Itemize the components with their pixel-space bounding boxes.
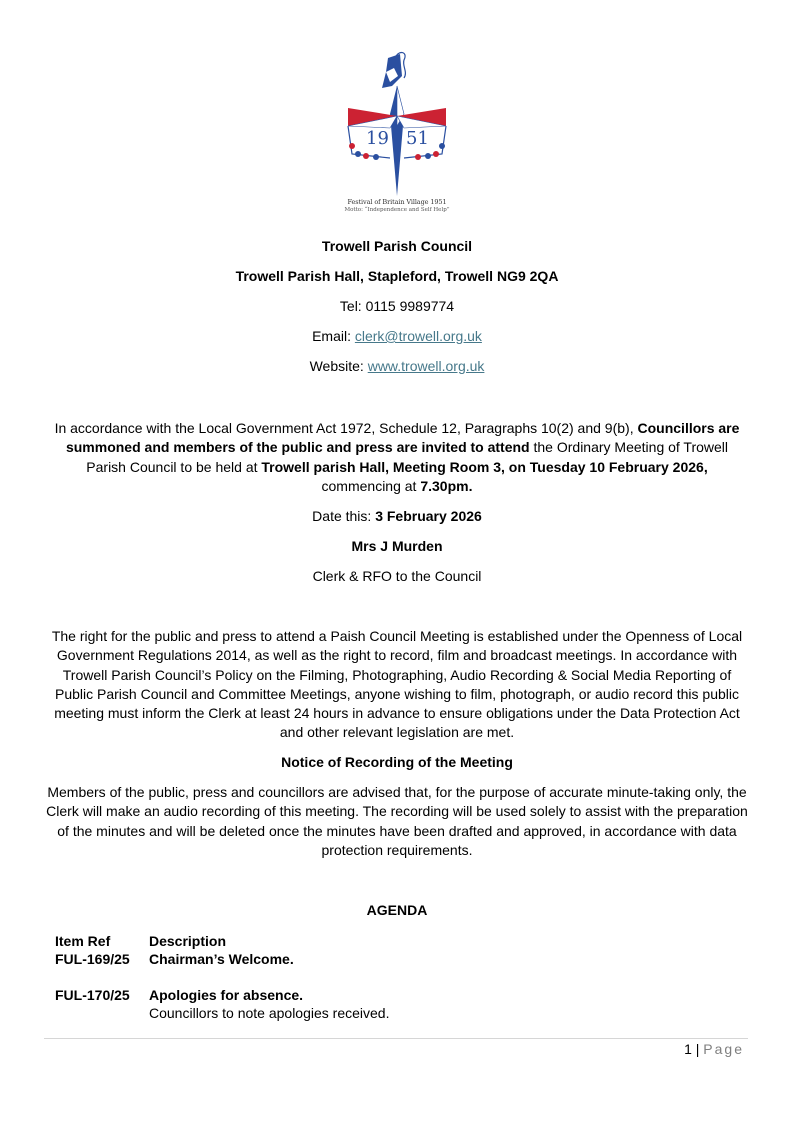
agenda-col-ref: Item Ref	[55, 933, 111, 949]
recording-notice-title: Notice of Recording of the Meeting	[281, 754, 513, 770]
agenda-item-ref: FUL-170/25	[55, 987, 130, 1003]
logo-year-right: 51	[406, 128, 429, 149]
council-name: Trowell Parish Council	[321, 238, 473, 254]
date-value: 3 February 2026	[375, 508, 482, 524]
summons-bold-time: 7.30pm.	[420, 477, 473, 494]
summons-intro: In accordance with the Local Government Act 1972, Schedule 12, Paragraphs 10(2) and 9(b),	[54, 420, 638, 436]
summons-mid: the Ordinary Meeting of Trowell Parish Council to be held at	[86, 439, 729, 475]
signatory-name: Mrs J Murden	[351, 538, 443, 554]
agenda-item-note: Councillors to note apologies received.	[149, 1005, 390, 1021]
page-label: Page	[703, 1041, 744, 1057]
agenda-item-ref: FUL-169/25	[55, 951, 130, 967]
openness-paragraph: The right for the public and press to attend a Paish Council Meeting is established under the Openness of Local Government Regulations 2014, as well as the right to record, film and broadcast meetings. In accordance with Trowell Parish Council’s Policy on the Filming, Photographing, Audio Recording & Social Media Reporting of Public Parish Council and Committee Meetings, anyone wishing to film, photograph, or audio record this public meeting must inform the Clerk at least 24 hours in advance to ensure obligations under the Data Protection Act and other relevant legislation are met.	[51, 628, 743, 741]
summons-mid2: commencing at	[321, 477, 421, 494]
tel-number: 0115 9989774	[365, 298, 455, 314]
logo-motto: Motto: “Independence and Self Help”	[344, 207, 450, 213]
agenda-col-description: Description	[149, 933, 227, 949]
date-line	[40, 507, 754, 526]
summons-bold-venue: Trowell parish Hall, Meeting Room 3, on Tuesday 10 February 2026,	[261, 458, 708, 475]
page-separator: |	[691, 1041, 704, 1057]
website-link[interactable]: www.trowell.org.uk	[367, 358, 485, 374]
signatory-role: Clerk & RFO to the Council	[312, 568, 482, 584]
council-address: Trowell Parish Hall, Stapleford, Trowell NG9 2QA	[235, 268, 559, 284]
telephone-line	[40, 297, 754, 316]
recording-notice-text: Members of the public, press and councillors are advised that, for the purpose of accurate minute-taking only, the Clerk will make an audio recording of this meeting. The recording will be used solely to assist with the preparation of the minutes and will be deleted once the minutes have been drafted and approved, in accordance with data protection requirements.	[46, 784, 748, 858]
website-label: Website:	[309, 358, 368, 374]
tel-label: Tel:	[339, 298, 366, 314]
agenda-item-title: Chairman’s Welcome.	[149, 951, 294, 967]
logo-year-left: 19	[366, 128, 389, 149]
email-link[interactable]: clerk@trowell.org.uk	[354, 328, 482, 344]
festival-of-britain-logo	[330, 46, 464, 222]
logo-caption: Festival of Britain Village 1951	[347, 198, 447, 206]
footer-divider	[44, 1038, 748, 1039]
agenda-title: AGENDA	[366, 902, 428, 918]
page-footer	[684, 1041, 744, 1057]
summons-paragraph	[46, 419, 748, 496]
page-number: 1	[684, 1041, 692, 1057]
agenda-item-title: Apologies for absence.	[149, 987, 304, 1003]
summons-bold-summoned: Councillors are summoned and members of the public and press are invited to attend	[65, 420, 740, 456]
date-label: Date this:	[312, 508, 376, 524]
email-label: Email:	[312, 328, 355, 344]
website-line	[40, 357, 754, 376]
email-line	[40, 327, 754, 346]
